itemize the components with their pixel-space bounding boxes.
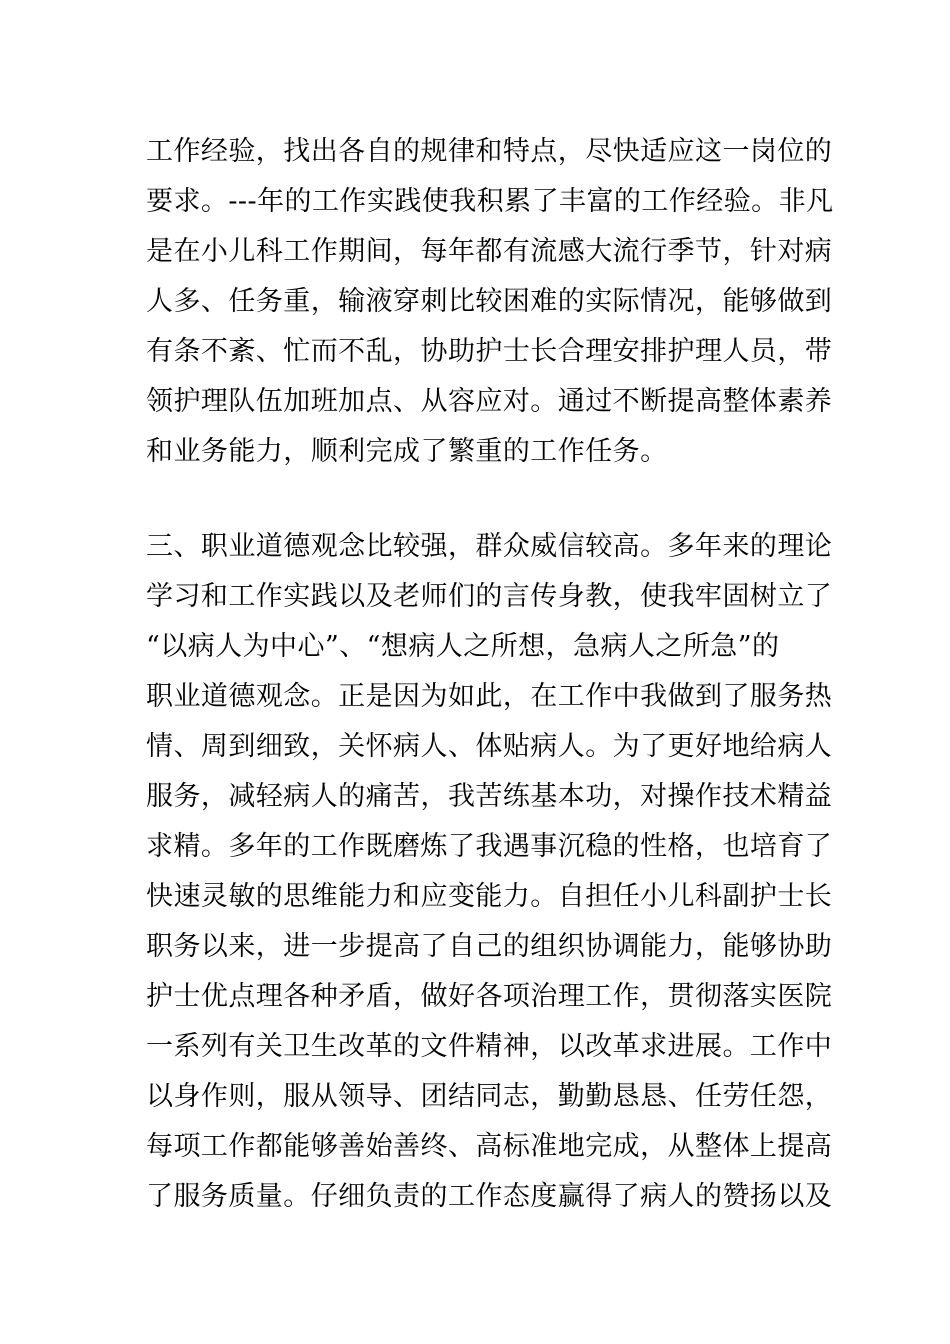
text-line: 和业务能力，顺利完成了繁重的工作任务。 bbox=[146, 436, 668, 467]
text-line: 护士优点理各种矛盾，做好各项治理工作，贯彻落实医院 bbox=[146, 981, 833, 1012]
text-line: 学习和工作实践以及老师们的言传身教，使我牢固树立了 bbox=[146, 581, 833, 612]
text-line: 职业道德观念。正是因为如此，在工作中我做到了服务热 bbox=[146, 681, 833, 712]
text-line: 求精。多年的工作既磨炼了我遇事沉稳的性格，也培育了 bbox=[146, 831, 833, 862]
text-line: 一系列有关卫生改革的文件精神，以改革求进展。工作中 bbox=[146, 1031, 833, 1062]
text-line: 职务以来，进一步提高了自己的组织协调能力，能够协助 bbox=[146, 931, 833, 962]
text-line: 情、周到细致，关怀病人、体贴病人。为了更好地给病人 bbox=[146, 731, 833, 762]
text-line: 工作经验，找出各自的规律和特点，尽快适应这一岗位的 bbox=[146, 136, 833, 167]
text-line: 服务，减轻病人的痛苦，我苦练基本功，对操作技术精益 bbox=[146, 781, 833, 812]
text-line: 三、职业道德观念比较强，群众威信较高。多年来的理论 bbox=[146, 531, 833, 562]
text-line: 人多、任务重，输液穿刺比较困难的实际情况，能够做到 bbox=[146, 286, 833, 317]
text-line: 每项工作都能够善始善终、高标准地完成，从整体上提高 bbox=[146, 1131, 833, 1162]
text-line: 是在小儿科工作期间，每年都有流感大流行季节，针对病 bbox=[146, 236, 833, 267]
text-line: 领护理队伍加班加点、从容应对。通过不断提高整体素养 bbox=[146, 386, 833, 417]
text-line: 有条不紊、忙而不乱，协助护士长合理安排护理人员，带 bbox=[146, 336, 833, 367]
text-line: 了服务质量。仔细负责的工作态度赢得了病人的赞扬以及 bbox=[146, 1181, 833, 1212]
paragraph-1 bbox=[146, 127, 834, 477]
text-line: 快速灵敏的思维能力和应变能力。自担任小儿科副护士长 bbox=[146, 881, 833, 912]
paragraph-2 bbox=[146, 522, 833, 1222]
text-line: 要求。---年的工作实践使我积累了丰富的工作经验。非凡 bbox=[146, 186, 834, 217]
text-line: 以身作则，服从领导、团结同志，勤勤恳恳、任劳任怨， bbox=[146, 1081, 833, 1112]
text-line: “以病人为中心”、“想病人之所想，急病人之所急”的 bbox=[146, 631, 780, 662]
